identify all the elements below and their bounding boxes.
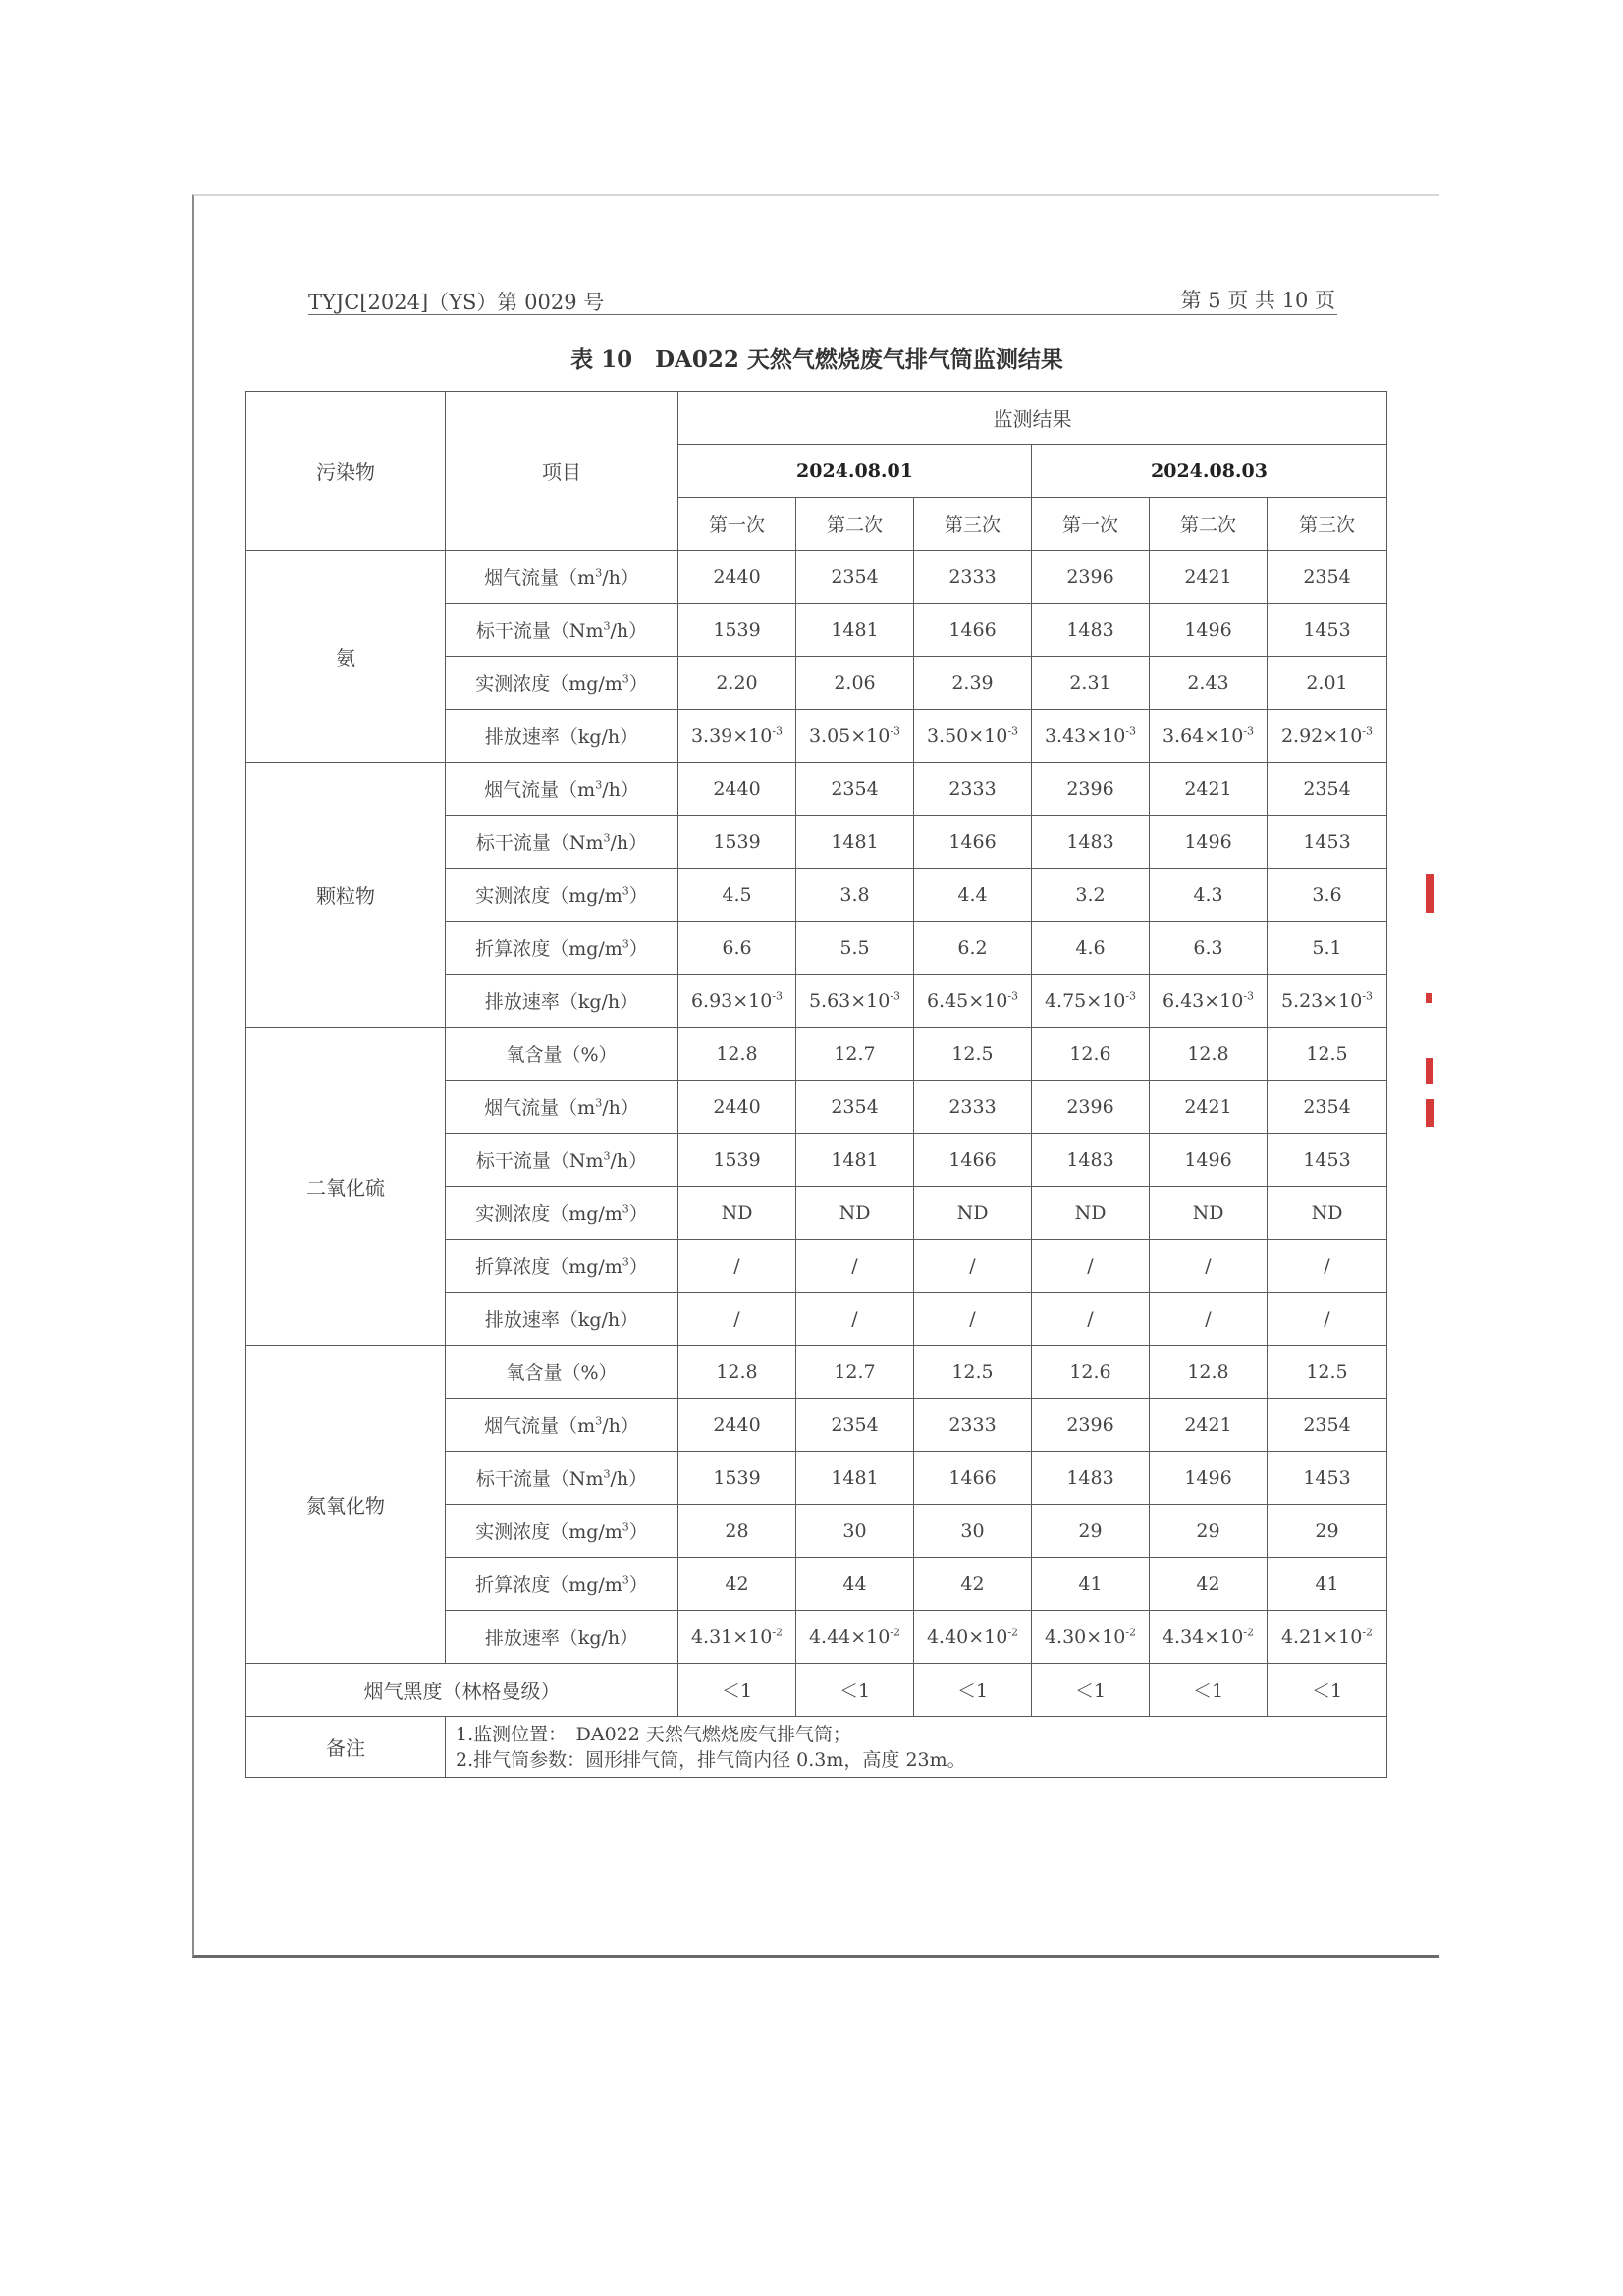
value-cell: 1466: [914, 816, 1032, 869]
scanned-page: [192, 194, 1439, 1958]
value-cell: 42: [914, 1558, 1032, 1611]
parameter-name: 烟气流量$(m^3/h)$: [446, 1081, 678, 1134]
value-cell: /: [1268, 1293, 1387, 1346]
value-cell: 12.7: [796, 1346, 914, 1399]
value-cell: 1481: [796, 816, 914, 869]
value-cell: ND: [1032, 1187, 1150, 1240]
parameter-name: 实测浓度$(mg/m^3)$: [446, 657, 678, 710]
value-cell: /: [678, 1293, 796, 1346]
value-cell: 29: [1150, 1505, 1268, 1558]
value-cell: 5.1: [1268, 922, 1387, 975]
value-cell: 12.6: [1032, 1028, 1150, 1081]
parameter-name: 烟气流量$(m^3/h)$: [446, 763, 678, 816]
parameter-name: 排放速率（kg/h）: [446, 975, 678, 1028]
value-cell: $3.05\times 10^{-3}$: [796, 710, 914, 763]
remarks-label: 备注: [246, 1717, 446, 1778]
pollutant-name: 氨: [246, 551, 446, 763]
value-cell: 2396: [1032, 551, 1150, 604]
value-cell: /: [1150, 1293, 1268, 1346]
value-cell: 12.5: [914, 1346, 1032, 1399]
value-cell: $6.93\times 10^{-3}$: [678, 975, 796, 1028]
parameter-name: 氧含量（%）: [446, 1346, 678, 1399]
table-row: [246, 1028, 1387, 1081]
value-cell: 1539: [678, 1134, 796, 1187]
header-date-2: 2024.08.03: [1032, 445, 1387, 498]
value-cell: 4.6: [1032, 922, 1150, 975]
parameter-name: 标干流量（Nm$^3$/h）: [446, 1134, 678, 1187]
value-cell: 2440: [678, 763, 796, 816]
value-cell: 1539: [678, 604, 796, 657]
value-cell: 2.39: [914, 657, 1032, 710]
value-cell: 2.20: [678, 657, 796, 710]
parameter-name: 标干流量（Nm$^3$/h）: [446, 816, 678, 869]
table-row: [246, 1346, 1387, 1399]
value-cell: ND: [796, 1187, 914, 1240]
parameter-name: 排放速率（kg/h）: [446, 1611, 678, 1664]
value-cell: /: [796, 1240, 914, 1293]
value-cell: 2333: [914, 1081, 1032, 1134]
value-cell: 2421: [1150, 551, 1268, 604]
header-rule: [308, 314, 1337, 315]
value-cell: 2354: [796, 763, 914, 816]
parameter-name: 实测浓度$(mg/m^3)$: [446, 1505, 678, 1558]
value-cell: 2354: [796, 1399, 914, 1452]
value-cell: $6.43\times 10^{-3}$: [1150, 975, 1268, 1028]
parameter-name: 折算浓度$(mg/m^3)$: [446, 1240, 678, 1293]
value-cell: 1483: [1032, 1452, 1150, 1505]
monitoring-results-table: [245, 391, 1387, 1778]
value-cell: 30: [796, 1505, 914, 1558]
value-cell: 2421: [1150, 1081, 1268, 1134]
value-cell: ND: [1268, 1187, 1387, 1240]
header-run: 第三次: [914, 498, 1032, 551]
value-cell: 2440: [678, 1081, 796, 1134]
value-cell: 42: [1150, 1558, 1268, 1611]
value-cell: 1466: [914, 604, 1032, 657]
value-cell: /: [1032, 1240, 1150, 1293]
value-cell: 6.3: [1150, 922, 1268, 975]
parameter-name: 烟气流量$(m^3/h)$: [446, 551, 678, 604]
table-row: [246, 1664, 1387, 1717]
header-pollutant: 污染物: [246, 392, 446, 551]
value-cell: 1466: [914, 1134, 1032, 1187]
header-run: 第二次: [796, 498, 914, 551]
value-cell: 2396: [1032, 1081, 1150, 1134]
value-cell: 12.8: [678, 1346, 796, 1399]
value-cell: 12.5: [1268, 1346, 1387, 1399]
table-row: [246, 551, 1387, 604]
parameter-name: 排放速率（kg/h）: [446, 710, 678, 763]
value-cell: ND: [678, 1187, 796, 1240]
value-cell: $4.21\times 10^{-2}$: [1268, 1611, 1387, 1664]
value-cell: ＜1: [914, 1664, 1032, 1717]
pollutant-name: 氮氧化物: [246, 1346, 446, 1664]
value-cell: $6.45\times 10^{-3}$: [914, 975, 1032, 1028]
table-title: 表 10 DA022 天然气燃烧废气排气筒监测结果: [570, 347, 1063, 373]
value-cell: 1539: [678, 816, 796, 869]
value-cell: 4.5: [678, 869, 796, 922]
value-cell: ＜1: [1150, 1664, 1268, 1717]
value-cell: 2354: [796, 551, 914, 604]
parameter-name: 氧含量（%）: [446, 1028, 678, 1081]
value-cell: 4.4: [914, 869, 1032, 922]
parameter-name: 标干流量（Nm$^3$/h）: [446, 1452, 678, 1505]
value-cell: 1483: [1032, 1134, 1150, 1187]
value-cell: ＜1: [1032, 1664, 1150, 1717]
value-cell: 1453: [1268, 1134, 1387, 1187]
value-cell: 2396: [1032, 763, 1150, 816]
value-cell: 41: [1032, 1558, 1150, 1611]
remarks-line: 2.排气筒参数：圆形排气筒，排气筒内径 0.3m，高度 23m。: [456, 1748, 966, 1771]
value-cell: $3.43\times 10^{-3}$: [1032, 710, 1150, 763]
pollutant-name: 颗粒物: [246, 763, 446, 1028]
parameter-name: 标干流量（Nm$^3$/h）: [446, 604, 678, 657]
value-cell: 2421: [1150, 1399, 1268, 1452]
value-cell: 2354: [1268, 1399, 1387, 1452]
value-cell: 2354: [796, 1081, 914, 1134]
remarks-line: 1.监测位置： DA022 天然气燃烧废气排气筒；: [456, 1723, 851, 1745]
value-cell: ＜1: [678, 1664, 796, 1717]
value-cell: $3.50\times 10^{-3}$: [914, 710, 1032, 763]
value-cell: $5.23\times 10^{-3}$: [1268, 975, 1387, 1028]
value-cell: $4.30\times 10^{-2}$: [1032, 1611, 1150, 1664]
report-number: TYJC[2024]（YS）第 0029 号: [308, 291, 605, 314]
parameter-name: 实测浓度$(mg/m^3)$: [446, 869, 678, 922]
value-cell: 1483: [1032, 604, 1150, 657]
value-cell: 1481: [796, 1134, 914, 1187]
value-cell: 3.2: [1032, 869, 1150, 922]
value-cell: 2.06: [796, 657, 914, 710]
value-cell: 2440: [678, 1399, 796, 1452]
value-cell: 12.5: [1268, 1028, 1387, 1081]
red-seal-fragment: [1426, 1099, 1434, 1127]
header-run: 第三次: [1268, 498, 1387, 551]
value-cell: 12.5: [914, 1028, 1032, 1081]
table-row: [246, 763, 1387, 816]
parameter-name: 实测浓度$(mg/m^3)$: [446, 1187, 678, 1240]
red-seal-fragment: [1426, 993, 1432, 1003]
value-cell: 1453: [1268, 816, 1387, 869]
parameter-name: 折算浓度$(mg/m^3)$: [446, 922, 678, 975]
value-cell: 4.3: [1150, 869, 1268, 922]
value-cell: $4.31\times 10^{-2}$: [678, 1611, 796, 1664]
remarks-row: [246, 1717, 1387, 1778]
parameter-name: 折算浓度$(mg/m^3)$: [446, 1558, 678, 1611]
value-cell: 1483: [1032, 816, 1150, 869]
smoke-blackness-label: 烟气黑度（林格曼级）: [246, 1664, 678, 1717]
value-cell: 12.6: [1032, 1346, 1150, 1399]
pollutant-name: 二氧化硫: [246, 1028, 446, 1346]
value-cell: 41: [1268, 1558, 1387, 1611]
value-cell: $4.44\times 10^{-2}$: [796, 1611, 914, 1664]
value-cell: 5.5: [796, 922, 914, 975]
parameter-name: 排放速率（kg/h）: [446, 1293, 678, 1346]
value-cell: 6.2: [914, 922, 1032, 975]
value-cell: ND: [914, 1187, 1032, 1240]
value-cell: $4.75\times 10^{-3}$: [1032, 975, 1150, 1028]
value-cell: 6.6: [678, 922, 796, 975]
value-cell: /: [678, 1240, 796, 1293]
header-monitoring-result: 监测结果: [678, 392, 1387, 445]
value-cell: $3.64\times 10^{-3}$: [1150, 710, 1268, 763]
value-cell: 1453: [1268, 1452, 1387, 1505]
header-item: 项目: [446, 392, 678, 551]
value-cell: /: [1032, 1293, 1150, 1346]
value-cell: 44: [796, 1558, 914, 1611]
value-cell: $4.40\times 10^{-2}$: [914, 1611, 1032, 1664]
value-cell: 1481: [796, 604, 914, 657]
red-seal-fragment: [1426, 874, 1434, 913]
value-cell: 2333: [914, 763, 1032, 816]
value-cell: 2421: [1150, 763, 1268, 816]
value-cell: /: [1268, 1240, 1387, 1293]
value-cell: 3.8: [796, 869, 914, 922]
value-cell: 2333: [914, 551, 1032, 604]
value-cell: 2.43: [1150, 657, 1268, 710]
value-cell: 3.6: [1268, 869, 1387, 922]
value-cell: 2396: [1032, 1399, 1150, 1452]
value-cell: 29: [1032, 1505, 1150, 1558]
value-cell: 1496: [1150, 1134, 1268, 1187]
header-run: 第二次: [1150, 498, 1268, 551]
value-cell: 12.8: [1150, 1346, 1268, 1399]
value-cell: 42: [678, 1558, 796, 1611]
value-cell: $4.34\times 10^{-2}$: [1150, 1611, 1268, 1664]
red-seal-fragment: [1426, 1058, 1433, 1084]
value-cell: 2.01: [1268, 657, 1387, 710]
value-cell: 1496: [1150, 816, 1268, 869]
value-cell: /: [914, 1240, 1032, 1293]
value-cell: $5.63\times 10^{-3}$: [796, 975, 914, 1028]
value-cell: 1453: [1268, 604, 1387, 657]
value-cell: /: [796, 1293, 914, 1346]
remarks-text: [446, 1717, 1387, 1778]
value-cell: ND: [1150, 1187, 1268, 1240]
value-cell: 1539: [678, 1452, 796, 1505]
value-cell: 12.8: [1150, 1028, 1268, 1081]
value-cell: 1481: [796, 1452, 914, 1505]
value-cell: 1466: [914, 1452, 1032, 1505]
page-number: 第 5 页 共 10 页: [1180, 289, 1335, 312]
value-cell: 2354: [1268, 1081, 1387, 1134]
value-cell: 12.8: [678, 1028, 796, 1081]
value-cell: 30: [914, 1505, 1032, 1558]
value-cell: /: [914, 1293, 1032, 1346]
value-cell: 2354: [1268, 551, 1387, 604]
value-cell: 29: [1268, 1505, 1387, 1558]
value-cell: 28: [678, 1505, 796, 1558]
value-cell: 2440: [678, 551, 796, 604]
value-cell: 1496: [1150, 604, 1268, 657]
value-cell: /: [1150, 1240, 1268, 1293]
value-cell: ＜1: [796, 1664, 914, 1717]
header-date-1: 2024.08.01: [678, 445, 1032, 498]
value-cell: 2354: [1268, 763, 1387, 816]
parameter-name: 烟气流量$(m^3/h)$: [446, 1399, 678, 1452]
value-cell: 2.31: [1032, 657, 1150, 710]
value-cell: 2333: [914, 1399, 1032, 1452]
value-cell: $2.92\times 10^{-3}$: [1268, 710, 1387, 763]
header-run: 第一次: [678, 498, 796, 551]
header-run: 第一次: [1032, 498, 1150, 551]
value-cell: 1496: [1150, 1452, 1268, 1505]
value-cell: ＜1: [1268, 1664, 1387, 1717]
value-cell: $3.39\times 10^{-3}$: [678, 710, 796, 763]
value-cell: 12.7: [796, 1028, 914, 1081]
